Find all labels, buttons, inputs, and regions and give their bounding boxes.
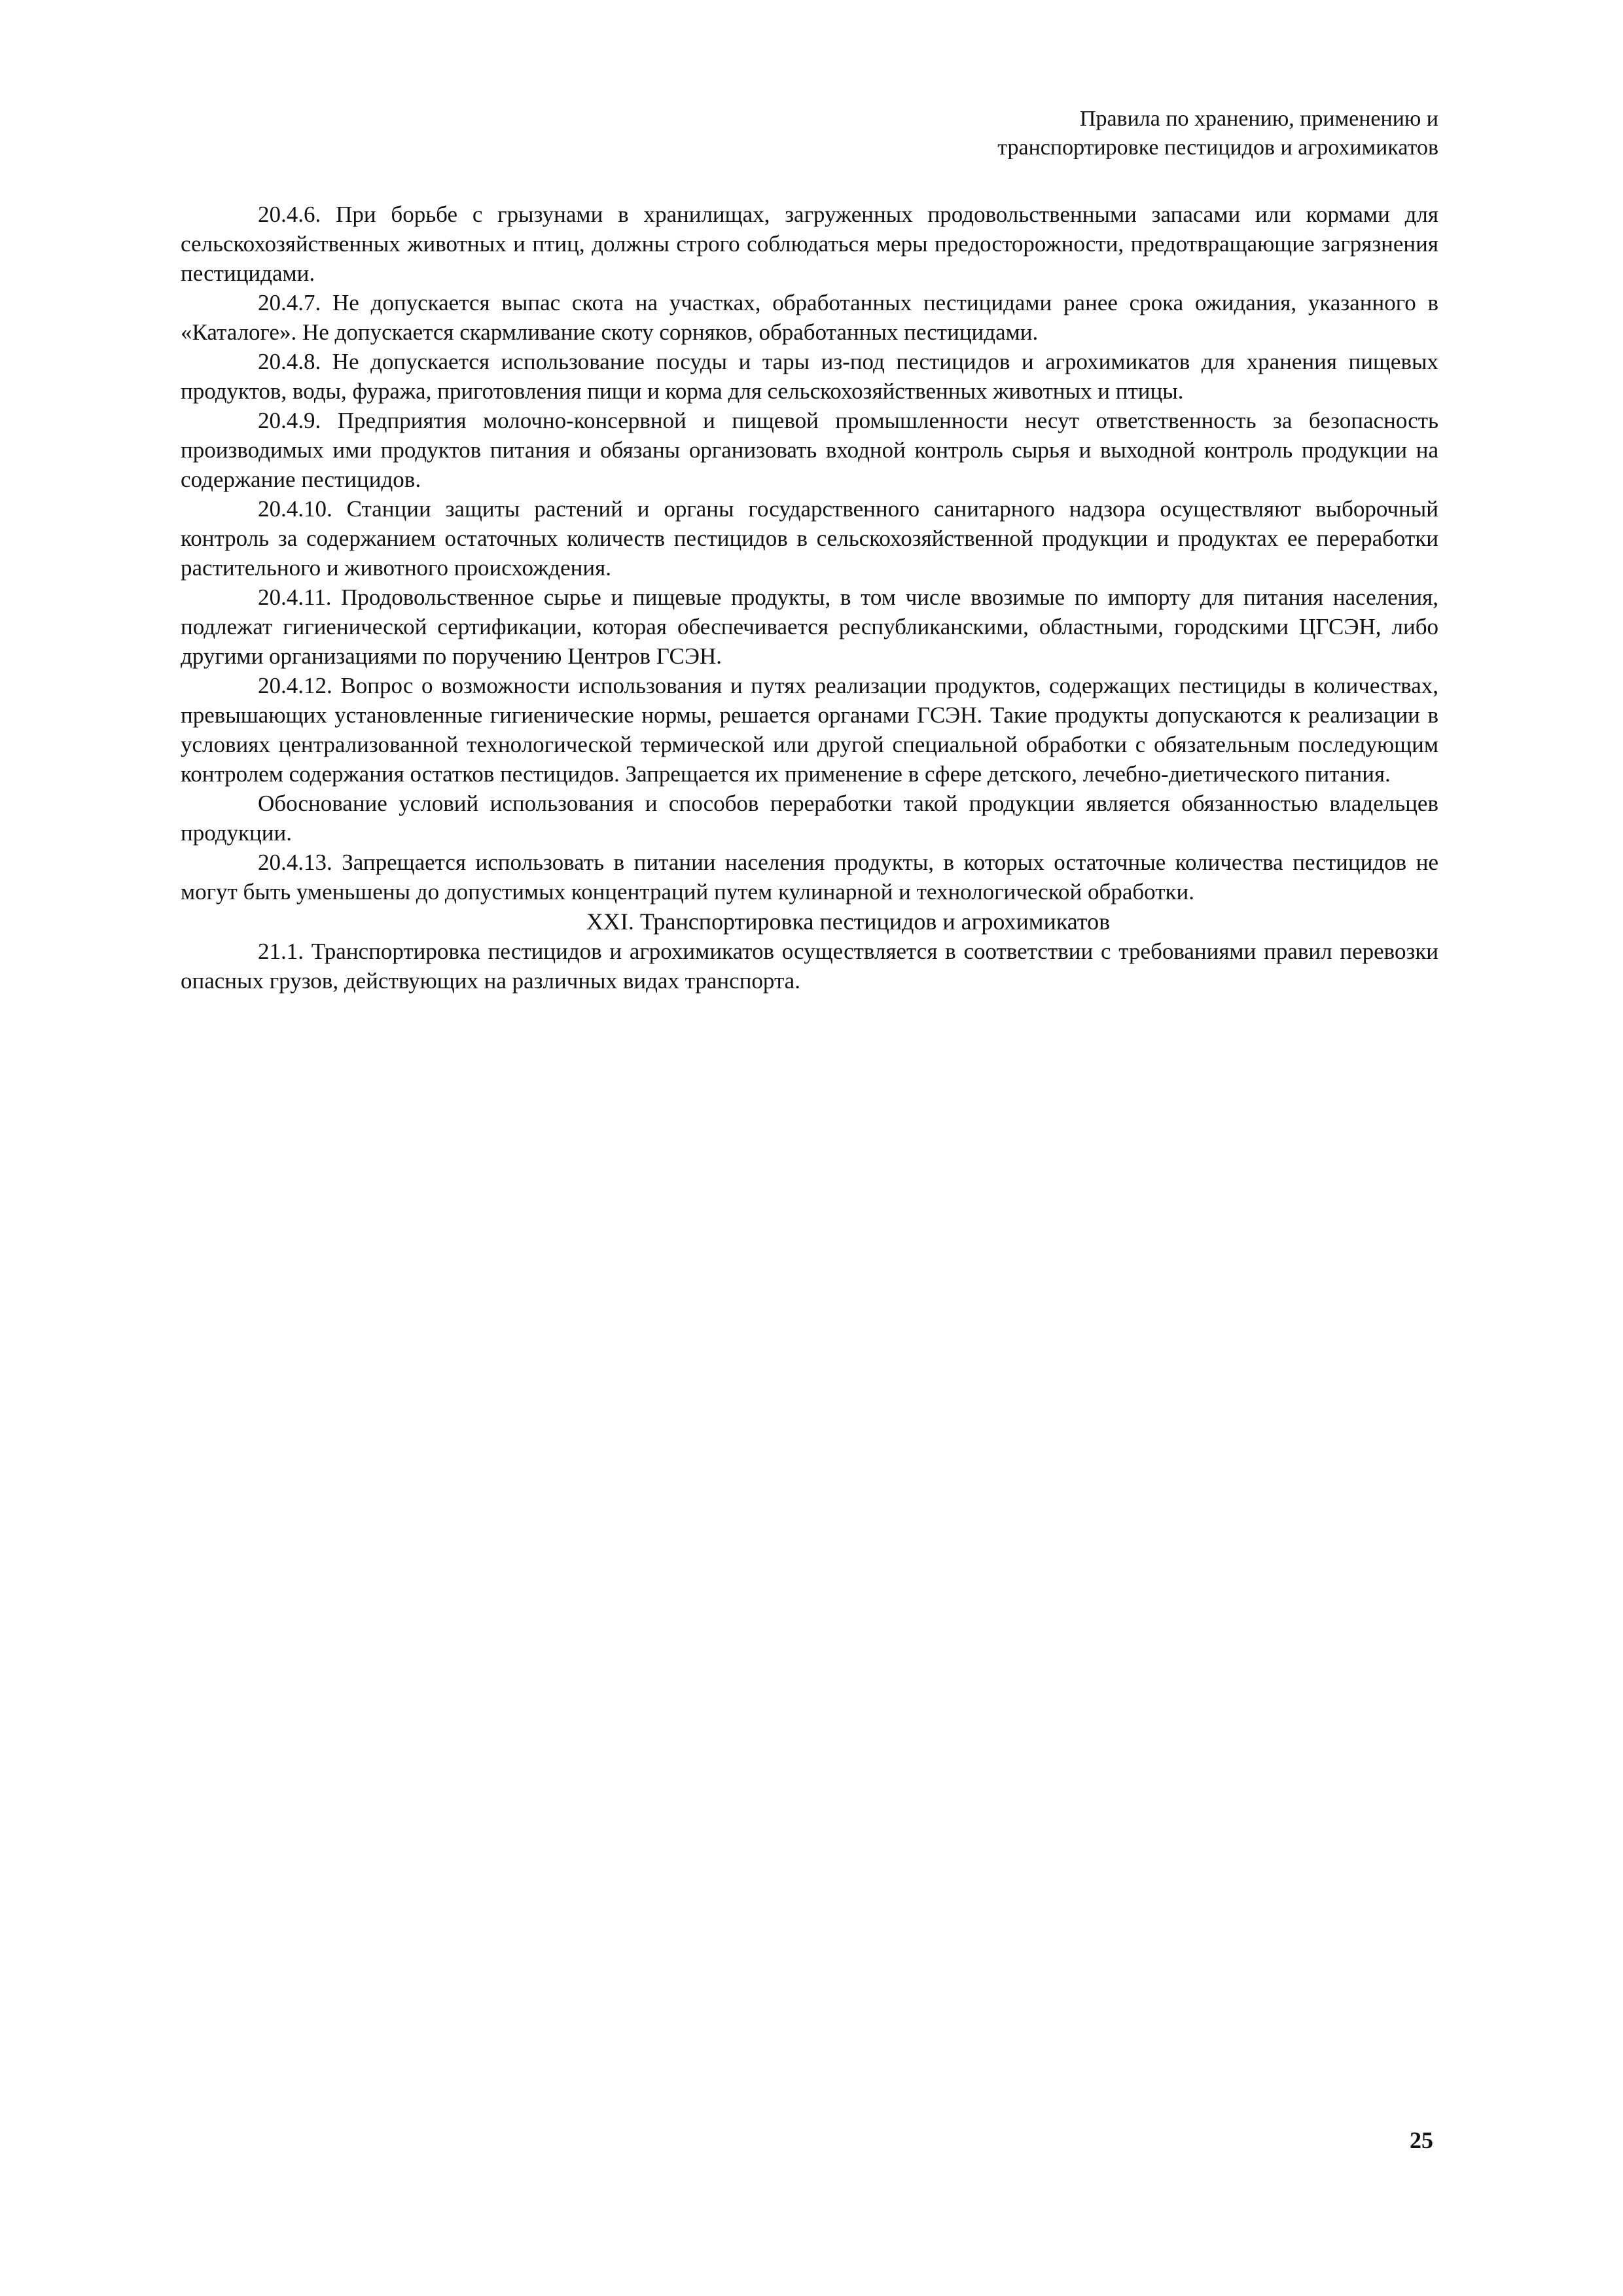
paragraph-20-4-8: 20.4.8. Не допускается использование посуды и тары из-под пестицидов и агрохимикатов для хранения пищевых продуктов, воды, фуража, приготовления пищи и корма для сельскохозяйственных животных и птицы. [181, 349, 1438, 404]
running-header-line: Правила по хранению, применению и [1079, 107, 1438, 131]
paragraph-20-4-9: 20.4.9. Предприятия молочно-консервной и пищевой промышленности несут ответственность за безопасность производимых ими продуктов питания и обязаны организовать входной контроль сырья и выходной контроль продукции на содержание пестицидов. [181, 408, 1438, 492]
paragraph-20-4-10: 20.4.10. Станции защиты растений и органы государственного санитарного надзора осуществляют выборочный контроль за содержанием остаточных количеств пестицидов в сельскохозяйственной продукции и продуктах ее переработки растительного и животного происхождения. [181, 496, 1438, 581]
paragraph-20-4-12: 20.4.12. Вопрос о возможности использования и путях реализации продуктов, содержащих пестициды в количествах, превышающих установленные гигиенические нормы, решается органами ГСЭН. Такие продукты допускаются к реализации в условиях централизованной технологической термической или другой специальной обработки с обязательным последующим контролем содержания остатков пестицидов. Запрещается их применение в сфере детского, лечебно-диетического питания. [181, 673, 1438, 787]
running-header [784, 105, 1438, 162]
document-body [181, 200, 1438, 996]
paragraph-20-4-13: 20.4.13. Запрещается использовать в питании населения продукты, в которых остаточные количества пестицидов не могут быть уменьшены до допустимых концентраций путем кулинарной и технологической обработки. [181, 850, 1438, 905]
paragraph-justification: Обоснование условий использования и способов переработки такой продукции является обязанностью владельцев продукции. [181, 791, 1438, 846]
section-heading: XXI. Транспортировка пестицидов и агрохимикатов [586, 908, 1111, 935]
paragraph-20-4-6: 20.4.6. При борьбе с грызунами в хранилищах, загруженных продовольственными запасами или кормами для сельскохозяйственных животных и птиц, должны строго соблюдаться меры предосторожности, предотвращающие загрязнения пестицидами. [181, 202, 1438, 286]
paragraph-20-4-11: 20.4.11. Продовольственное сырье и пищевые продукты, в том числе ввозимые по импорту для питания населения, подлежат гигиенической сертификации, которая обеспечивается республиканскими, областными, городскими ЦГСЭН, либо другими организациями по поручению Центров ГСЭН. [181, 584, 1438, 669]
paragraph-21-1: 21.1. Транспортировка пестицидов и агрохимикатов осуществляется в соответствии с требованиями правил перевозки опасных грузов, действующих на различных видах транспорта. [181, 939, 1438, 994]
running-header-line: транспортировке пестицидов и агрохимикатов [997, 135, 1438, 160]
page-number: 25 [1410, 2127, 1433, 2153]
paragraph-20-4-7: 20.4.7. Не допускается выпас скота на участках, обработанных пестицидами ранее срока ожидания, указанного в «Каталоге». Не допускается скармливание скоту сорняков, обработанных пестицидами. [181, 290, 1438, 345]
